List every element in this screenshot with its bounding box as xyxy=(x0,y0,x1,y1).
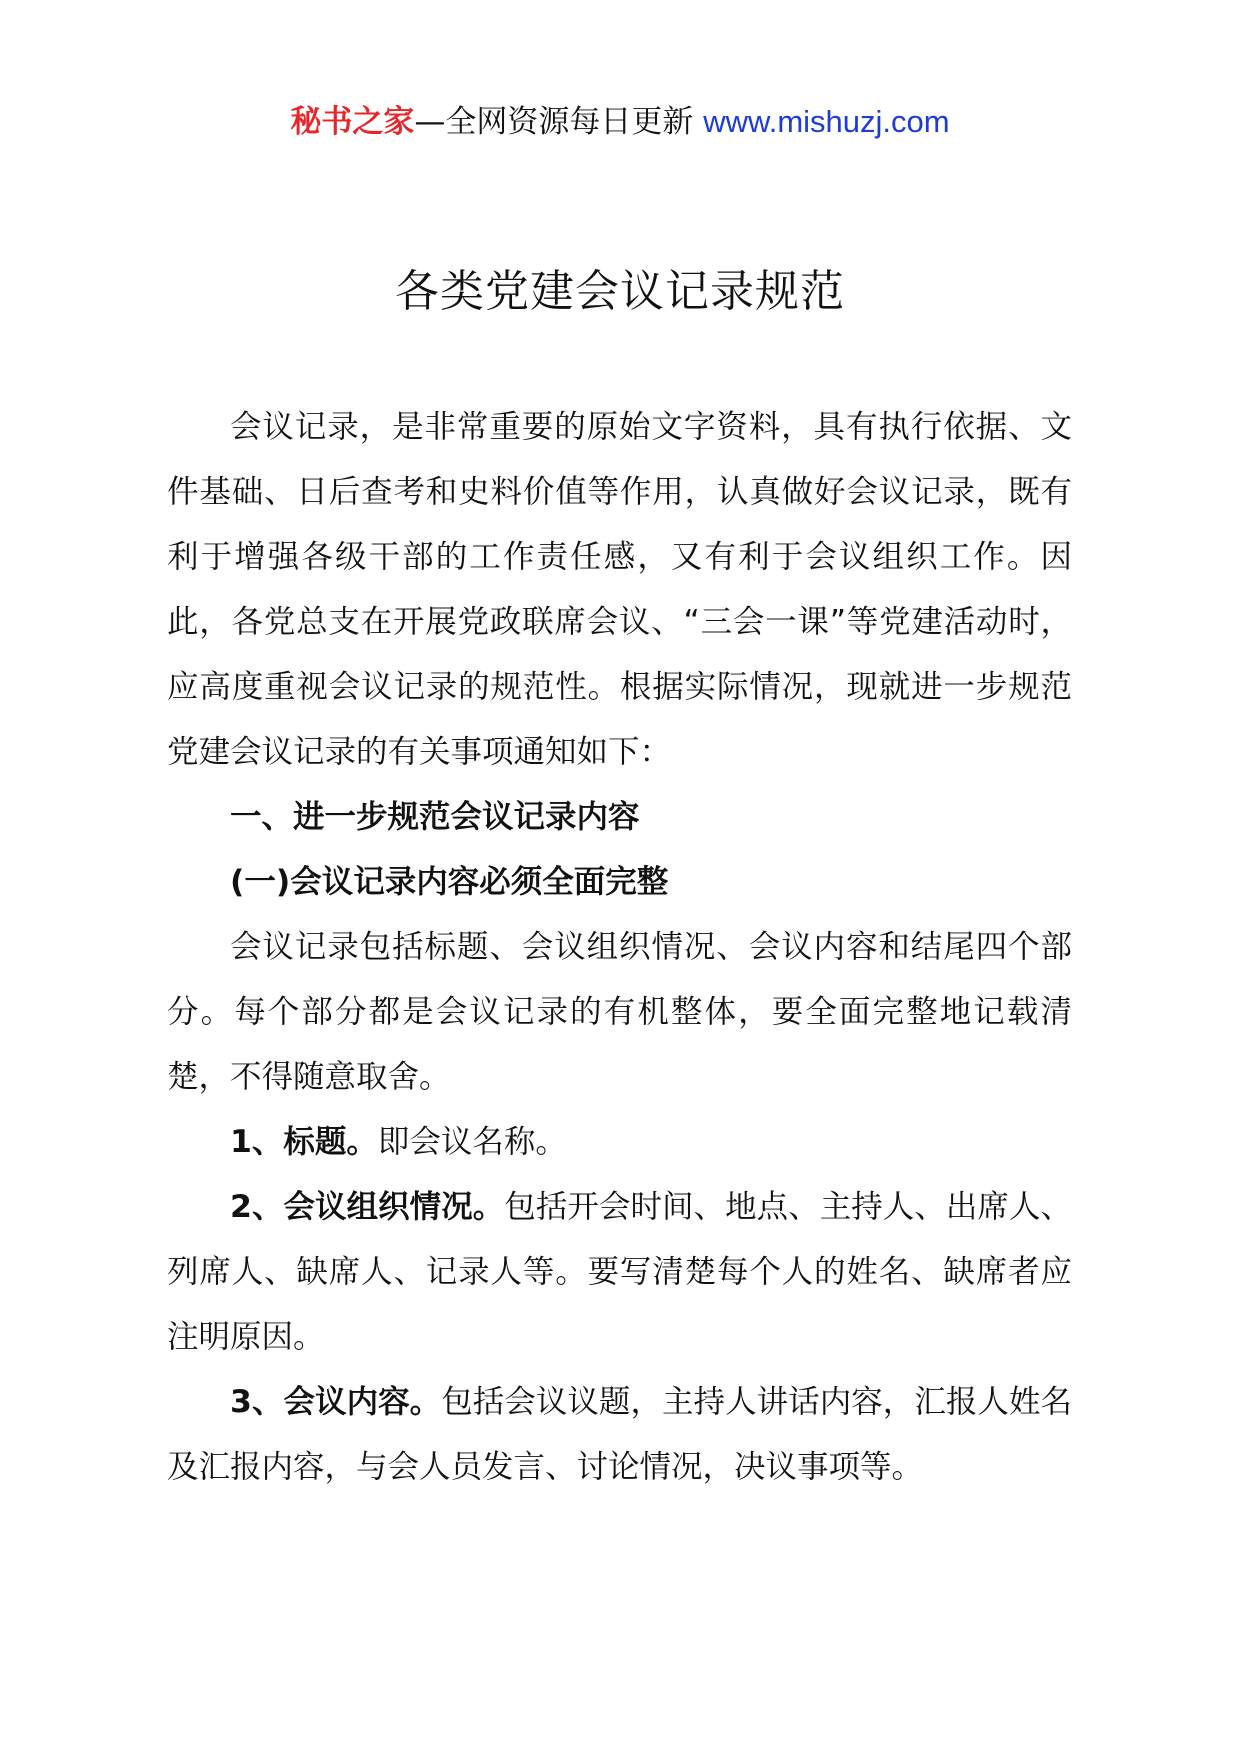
list-item xyxy=(167,1110,1072,1175)
site-url-link[interactable]: www.mishuzj.com xyxy=(703,104,950,139)
site-header xyxy=(0,100,1240,144)
list-item-text: 包括开会时间、地点、主持人、出席人、列席人、缺席人、记录人等。要写清楚每个人的姓名、缺席者应注明原因。 xyxy=(167,1189,1072,1355)
site-slogan: —全网资源每日更新 xyxy=(414,104,704,140)
section-heading: 一、进一步规范会议记录内容 xyxy=(230,799,640,835)
list-item-label: 3、会议内容。 xyxy=(230,1384,442,1420)
list-item-label: 1、标题。 xyxy=(230,1124,378,1160)
site-brand: 秘书之家 xyxy=(290,104,415,140)
subsection-heading: (一)会议记录内容必须全面完整 xyxy=(230,864,669,900)
intro-paragraph: 会议记录，是非常重要的原始文字资料，具有执行依据、文件基础、日后查考和史料价值等作用，认真做好会议记录，既有利于增强各级干部的工作责任感，又有利于会议组织工作。因此，各党总支在开展党政联席会议、“三会一课”等党建活动时，应高度重视会议记录的规范性。根据实际情况，现就进一步规范党建会议记录的有关事项通知如下： xyxy=(167,409,1072,770)
document-body xyxy=(167,395,1072,1500)
list-item-text: 包括会议议题，主持人讲话内容，汇报人姓名及汇报内容，与会人员发言、讨论情况，决议事项等。 xyxy=(167,1384,1072,1485)
list-item-text: 即会议名称。 xyxy=(377,1124,567,1160)
list-item xyxy=(167,1370,1072,1500)
list-item-label: 2、会议组织情况。 xyxy=(230,1189,505,1225)
document-title: 各类党建会议记录规范 xyxy=(395,266,845,317)
list-item xyxy=(167,1175,1072,1370)
subsection-paragraph: 会议记录包括标题、会议组织情况、会议内容和结尾四个部分。每个部分都是会议记录的有机整体，要全面完整地记载清楚，不得随意取舍。 xyxy=(167,929,1072,1095)
